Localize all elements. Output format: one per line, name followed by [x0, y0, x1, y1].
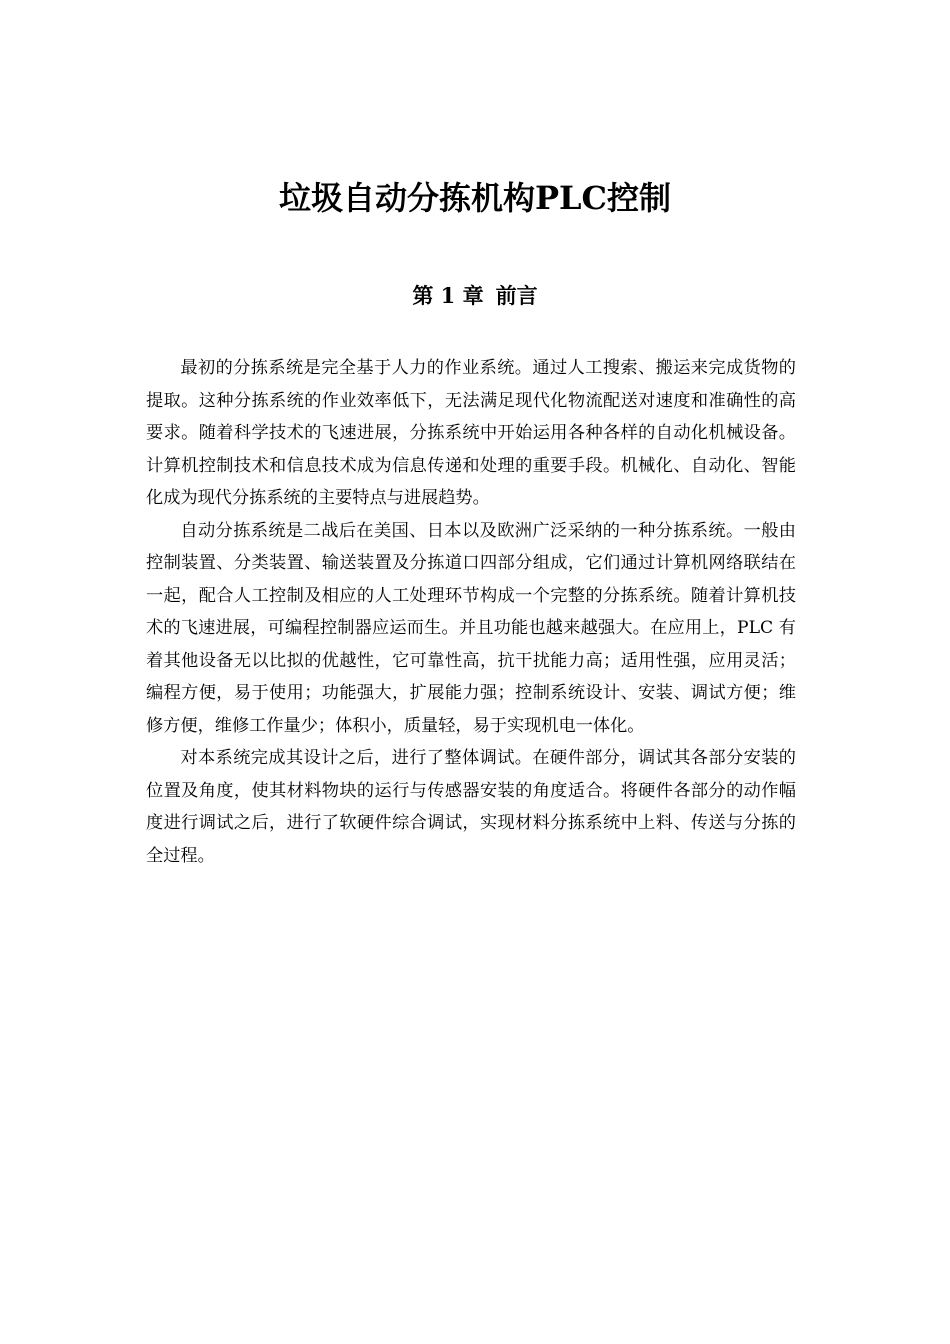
paragraph: 自动分拣系统是二战后在美国、日本以及欧洲广泛采纳的一种分拣系统。一般由控制装置、分类装置、输送装置及分拣道口四部分组成，它们通过计算机网络联结在一起，配合人工控制及相应的人工处理环节构成一个完整的分拣系统。随着计算机技术的飞速进展，可编程控制器应运而生。并且功能也越来越强大。在应用上，PLC 有着其他设备无以比拟的优越性，它可靠性高，抗干扰能力高；适用性强，应用灵活；编程方便，易于使用；功能强大，扩展能力强；控制系统设计、安装、调试方便；维修方便，维修工作量少；体积小，质量轻，易于实现机电一体化。	[146, 520, 796, 736]
document-title: 垃圾自动分拣机构PLC控制	[278, 179, 672, 217]
paragraph: 对本系统完成其设计之后，进行了整体调试。在硬件部分，调试其各部分安装的位置及角度，使其材料物块的运行与传感器安装的角度适合。将硬件各部分的动作幅度进行调试之后，进行了软硬件综合调试，实现材料分拣系统中上料、传送与分拣的全过程。	[146, 748, 796, 866]
chapter-name: 前言	[495, 283, 538, 308]
chapter-body	[146, 352, 796, 872]
chapter-heading	[0, 280, 950, 312]
chapter-number: 第 1 章	[412, 283, 484, 308]
paragraph: 最初的分拣系统是完全基于人力的作业系统。通过人工搜索、搬运来完成货物的提取。这种分拣系统的作业效率低下，无法满足现代化物流配送对速度和准确性的高要求。随着科学技术的飞速进展，分拣系统中开始运用各种各样的自动化机械设备。计算机控制技术和信息技术成为信息传递和处理的重要手段。机械化、自动化、智能化成为现代分拣系统的主要特点与进展趋势。	[146, 358, 796, 508]
